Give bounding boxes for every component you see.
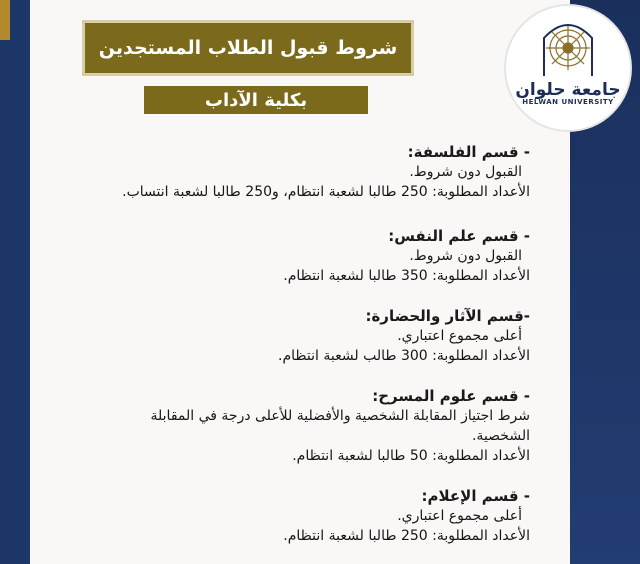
- section-line: الشخصية.: [471, 428, 530, 444]
- section-line: الأعداد المطلوبة: 250 طالبا لشعبة انتظام.: [283, 528, 530, 544]
- page-title: شروط قبول الطلاب المستجدين: [82, 20, 414, 76]
- section-line: القبول دون شروط.: [409, 248, 522, 264]
- logo-emblem-icon: [506, 6, 630, 130]
- university-logo: [506, 6, 630, 130]
- section-line: القبول دون شروط.: [409, 164, 522, 180]
- logo-english-name: HELWAN UNIVERSITY: [522, 98, 614, 106]
- section-heading: -قسم الآثار والحضارة:: [365, 307, 530, 325]
- section-heading: - قسم الإعلام:: [421, 487, 530, 505]
- section-line: أعلى مجموع اعتباري.: [397, 508, 522, 524]
- section-psychology: [283, 226, 530, 286]
- section-philosophy: [122, 142, 530, 202]
- section-line: الأعداد المطلوبة: 250 طالبا لشعبة انتظام، و250 طالبا لشعبة انتساب.: [122, 184, 530, 200]
- section-media: [283, 486, 530, 546]
- section-theatre: [151, 386, 530, 466]
- left-blue-strip: [0, 0, 30, 564]
- section-heading: - قسم الفلسفة:: [407, 143, 530, 161]
- section-heading: - قسم علم النفس:: [388, 227, 530, 245]
- page-subtitle: بكلية الآداب: [144, 86, 368, 114]
- section-line: أعلى مجموع اعتباري.: [397, 328, 522, 344]
- section-line: الأعداد المطلوبة: 350 طالبا لشعبة انتظام.: [283, 268, 530, 284]
- section-line: الأعداد المطلوبة: 50 طالبا لشعبة انتظام.: [292, 448, 530, 464]
- section-archaeology: [278, 306, 530, 366]
- section-line: الأعداد المطلوبة: 300 طالب لشعبة انتظام.: [278, 348, 530, 364]
- gold-corner-accent: [0, 0, 10, 40]
- logo-arabic-name: جامعة حلوان: [515, 80, 621, 100]
- section-heading: - قسم علوم المسرح:: [372, 387, 530, 405]
- section-line: شرط اجتياز المقابلة الشخصية والأفضلية للأعلى درجة في المقابلة: [150, 408, 530, 424]
